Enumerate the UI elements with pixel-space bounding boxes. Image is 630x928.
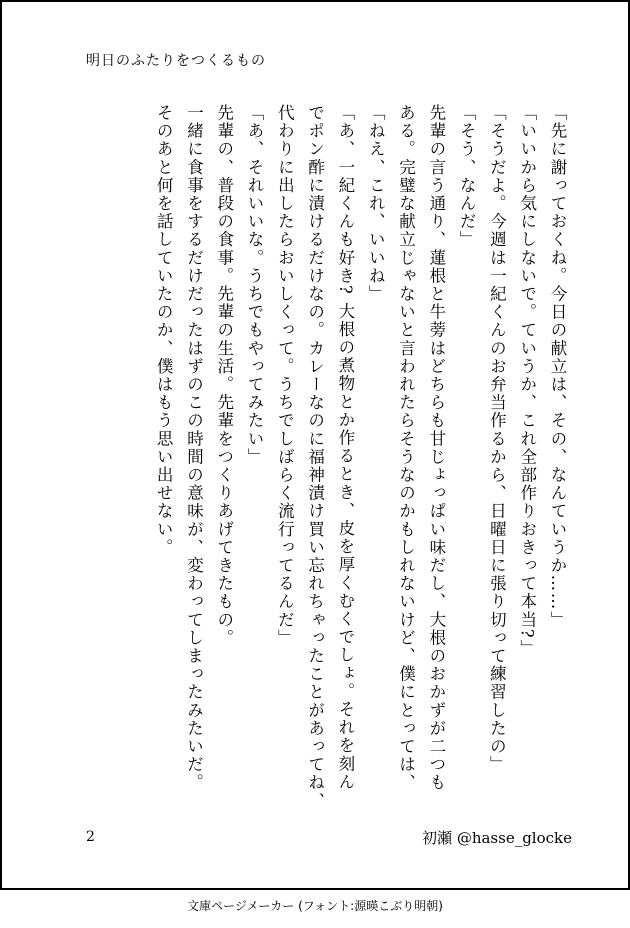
text-line: 「先に謝っておくね。今日の献立は、その、なんていうか……」: [548, 104, 567, 629]
text-line: 先輩の、普段の食事。先輩の生活。先輩をつくりあげてきたもの。: [214, 104, 234, 647]
footer-credit: 文庫ページメーカー (フォント:源暎こぶり明朝): [187, 899, 443, 913]
running-title: 明日のふたりをつくるもの: [86, 53, 266, 69]
page-number: 2: [86, 829, 95, 845]
text-line: 「いいから気にしないで。ていうか、これ全部作りおきって本当?」: [517, 104, 537, 658]
author-credit: 初瀬 @hasse_glocke: [422, 829, 572, 847]
text-line: ある。完璧な献立じゃないと言われたらそうなのかもしれないけど、僕にとっては、: [396, 104, 416, 792]
text-line: 代わりに出したらおいしくって。うちでしばらく流行ってるんだ」: [275, 104, 295, 647]
text-line: 「あ、それいいな。うちでもやってみたい」: [245, 104, 265, 466]
text-line: 先輩の言う通り、蓮根と牛蒡はどちらも甘じょっぱい味だし、大根のおかずが二つも: [426, 104, 446, 792]
text-line: でポン酢に漬けるだけなの。カレーなのに福神漬け買い忘れちゃったことがあってね、: [305, 104, 325, 810]
text-line: 「そうだよ。今週は一紀くんのお弁当作るから、日曜日に張り切って練習したの」: [487, 104, 507, 774]
text-line: そのあと何を話していたのか、僕はもう思い出せない。: [154, 104, 174, 557]
body-text: [148, 104, 572, 810]
text-line: 「ねえ、これ、いいね」: [366, 104, 386, 304]
text-line: 「そう、なんだ」: [457, 104, 477, 249]
text-line: 「あ、一紀くんも好き? 大根の煮物とか作るとき、皮を厚くむくでしょ。それを刻ん: [335, 104, 355, 791]
text-line: 一緒に食事をするだけだったはずのこの時間の意味が、変わってしまったみたいだ。: [184, 104, 204, 792]
